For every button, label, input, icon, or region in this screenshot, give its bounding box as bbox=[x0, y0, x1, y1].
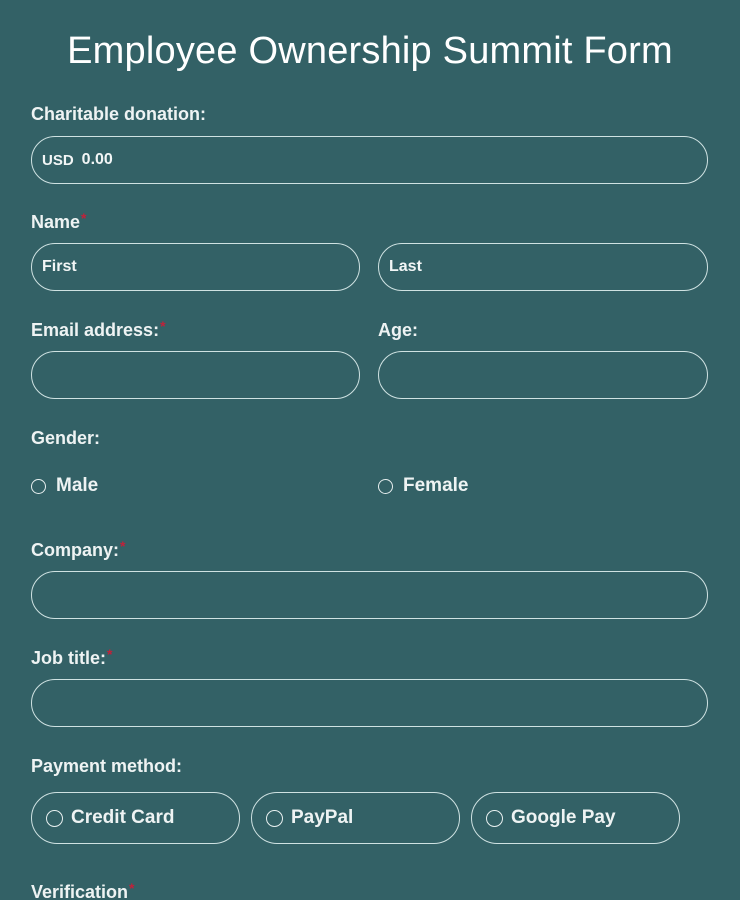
last-name-field[interactable] bbox=[378, 243, 708, 291]
payment-option-paypal[interactable] bbox=[251, 792, 460, 844]
age-label bbox=[378, 320, 418, 341]
age-label-text: Age: bbox=[378, 320, 418, 340]
payment-label bbox=[31, 756, 182, 777]
radio-circle-icon[interactable] bbox=[46, 810, 63, 827]
job-title-label bbox=[31, 648, 112, 669]
email-field[interactable] bbox=[31, 351, 360, 399]
company-label-text: Company: bbox=[31, 540, 120, 560]
required-marker: * bbox=[129, 880, 135, 896]
donation-input[interactable] bbox=[82, 151, 697, 169]
gender-option-male[interactable] bbox=[31, 475, 98, 497]
email-label-text: Email address: bbox=[31, 320, 160, 340]
name-label-text: Name bbox=[31, 212, 81, 232]
required-marker: * bbox=[120, 538, 126, 554]
gender-label bbox=[31, 428, 100, 449]
payment-option-label: Credit Card bbox=[71, 807, 175, 828]
gender-label-text: Gender: bbox=[31, 428, 101, 448]
payment-option-google-pay[interactable] bbox=[471, 792, 680, 844]
donation-field[interactable] bbox=[31, 136, 708, 184]
name-label bbox=[31, 212, 86, 233]
radio-circle-icon[interactable] bbox=[266, 810, 283, 827]
donation-label-text: Charitable donation: bbox=[31, 104, 206, 124]
gender-option-label: Female bbox=[403, 475, 469, 496]
company-label bbox=[31, 540, 125, 561]
first-name-input[interactable] bbox=[42, 258, 349, 276]
payment-label-text: Payment method: bbox=[31, 756, 183, 776]
job-title-field[interactable] bbox=[31, 679, 708, 727]
currency-prefix: USD bbox=[42, 151, 74, 169]
email-label bbox=[31, 320, 166, 341]
required-marker: * bbox=[160, 318, 166, 334]
job-title-input[interactable] bbox=[42, 694, 697, 712]
radio-circle-icon[interactable] bbox=[486, 810, 503, 827]
payment-option-credit-card[interactable] bbox=[31, 792, 240, 844]
radio-circle-icon[interactable] bbox=[378, 479, 393, 494]
payment-option-label: Google Pay bbox=[511, 807, 616, 828]
age-field[interactable] bbox=[378, 351, 708, 399]
donation-label bbox=[31, 104, 206, 125]
company-input[interactable] bbox=[42, 586, 697, 604]
radio-circle-icon[interactable] bbox=[31, 479, 46, 494]
gender-option-female[interactable] bbox=[378, 475, 468, 497]
job-title-label-text: Job title: bbox=[31, 648, 106, 668]
first-name-field[interactable] bbox=[31, 243, 360, 291]
payment-option-label: PayPal bbox=[291, 807, 354, 828]
company-field[interactable] bbox=[31, 571, 708, 619]
verification-label-text: Verification bbox=[31, 882, 129, 900]
gender-option-label: Male bbox=[56, 475, 99, 496]
required-marker: * bbox=[107, 646, 113, 662]
required-marker: * bbox=[81, 210, 87, 226]
verification-label bbox=[31, 882, 134, 900]
last-name-input[interactable] bbox=[389, 258, 697, 276]
age-input[interactable] bbox=[389, 366, 697, 384]
email-input[interactable] bbox=[42, 366, 349, 384]
page-title: Employee Ownership Summit Form bbox=[67, 30, 673, 72]
